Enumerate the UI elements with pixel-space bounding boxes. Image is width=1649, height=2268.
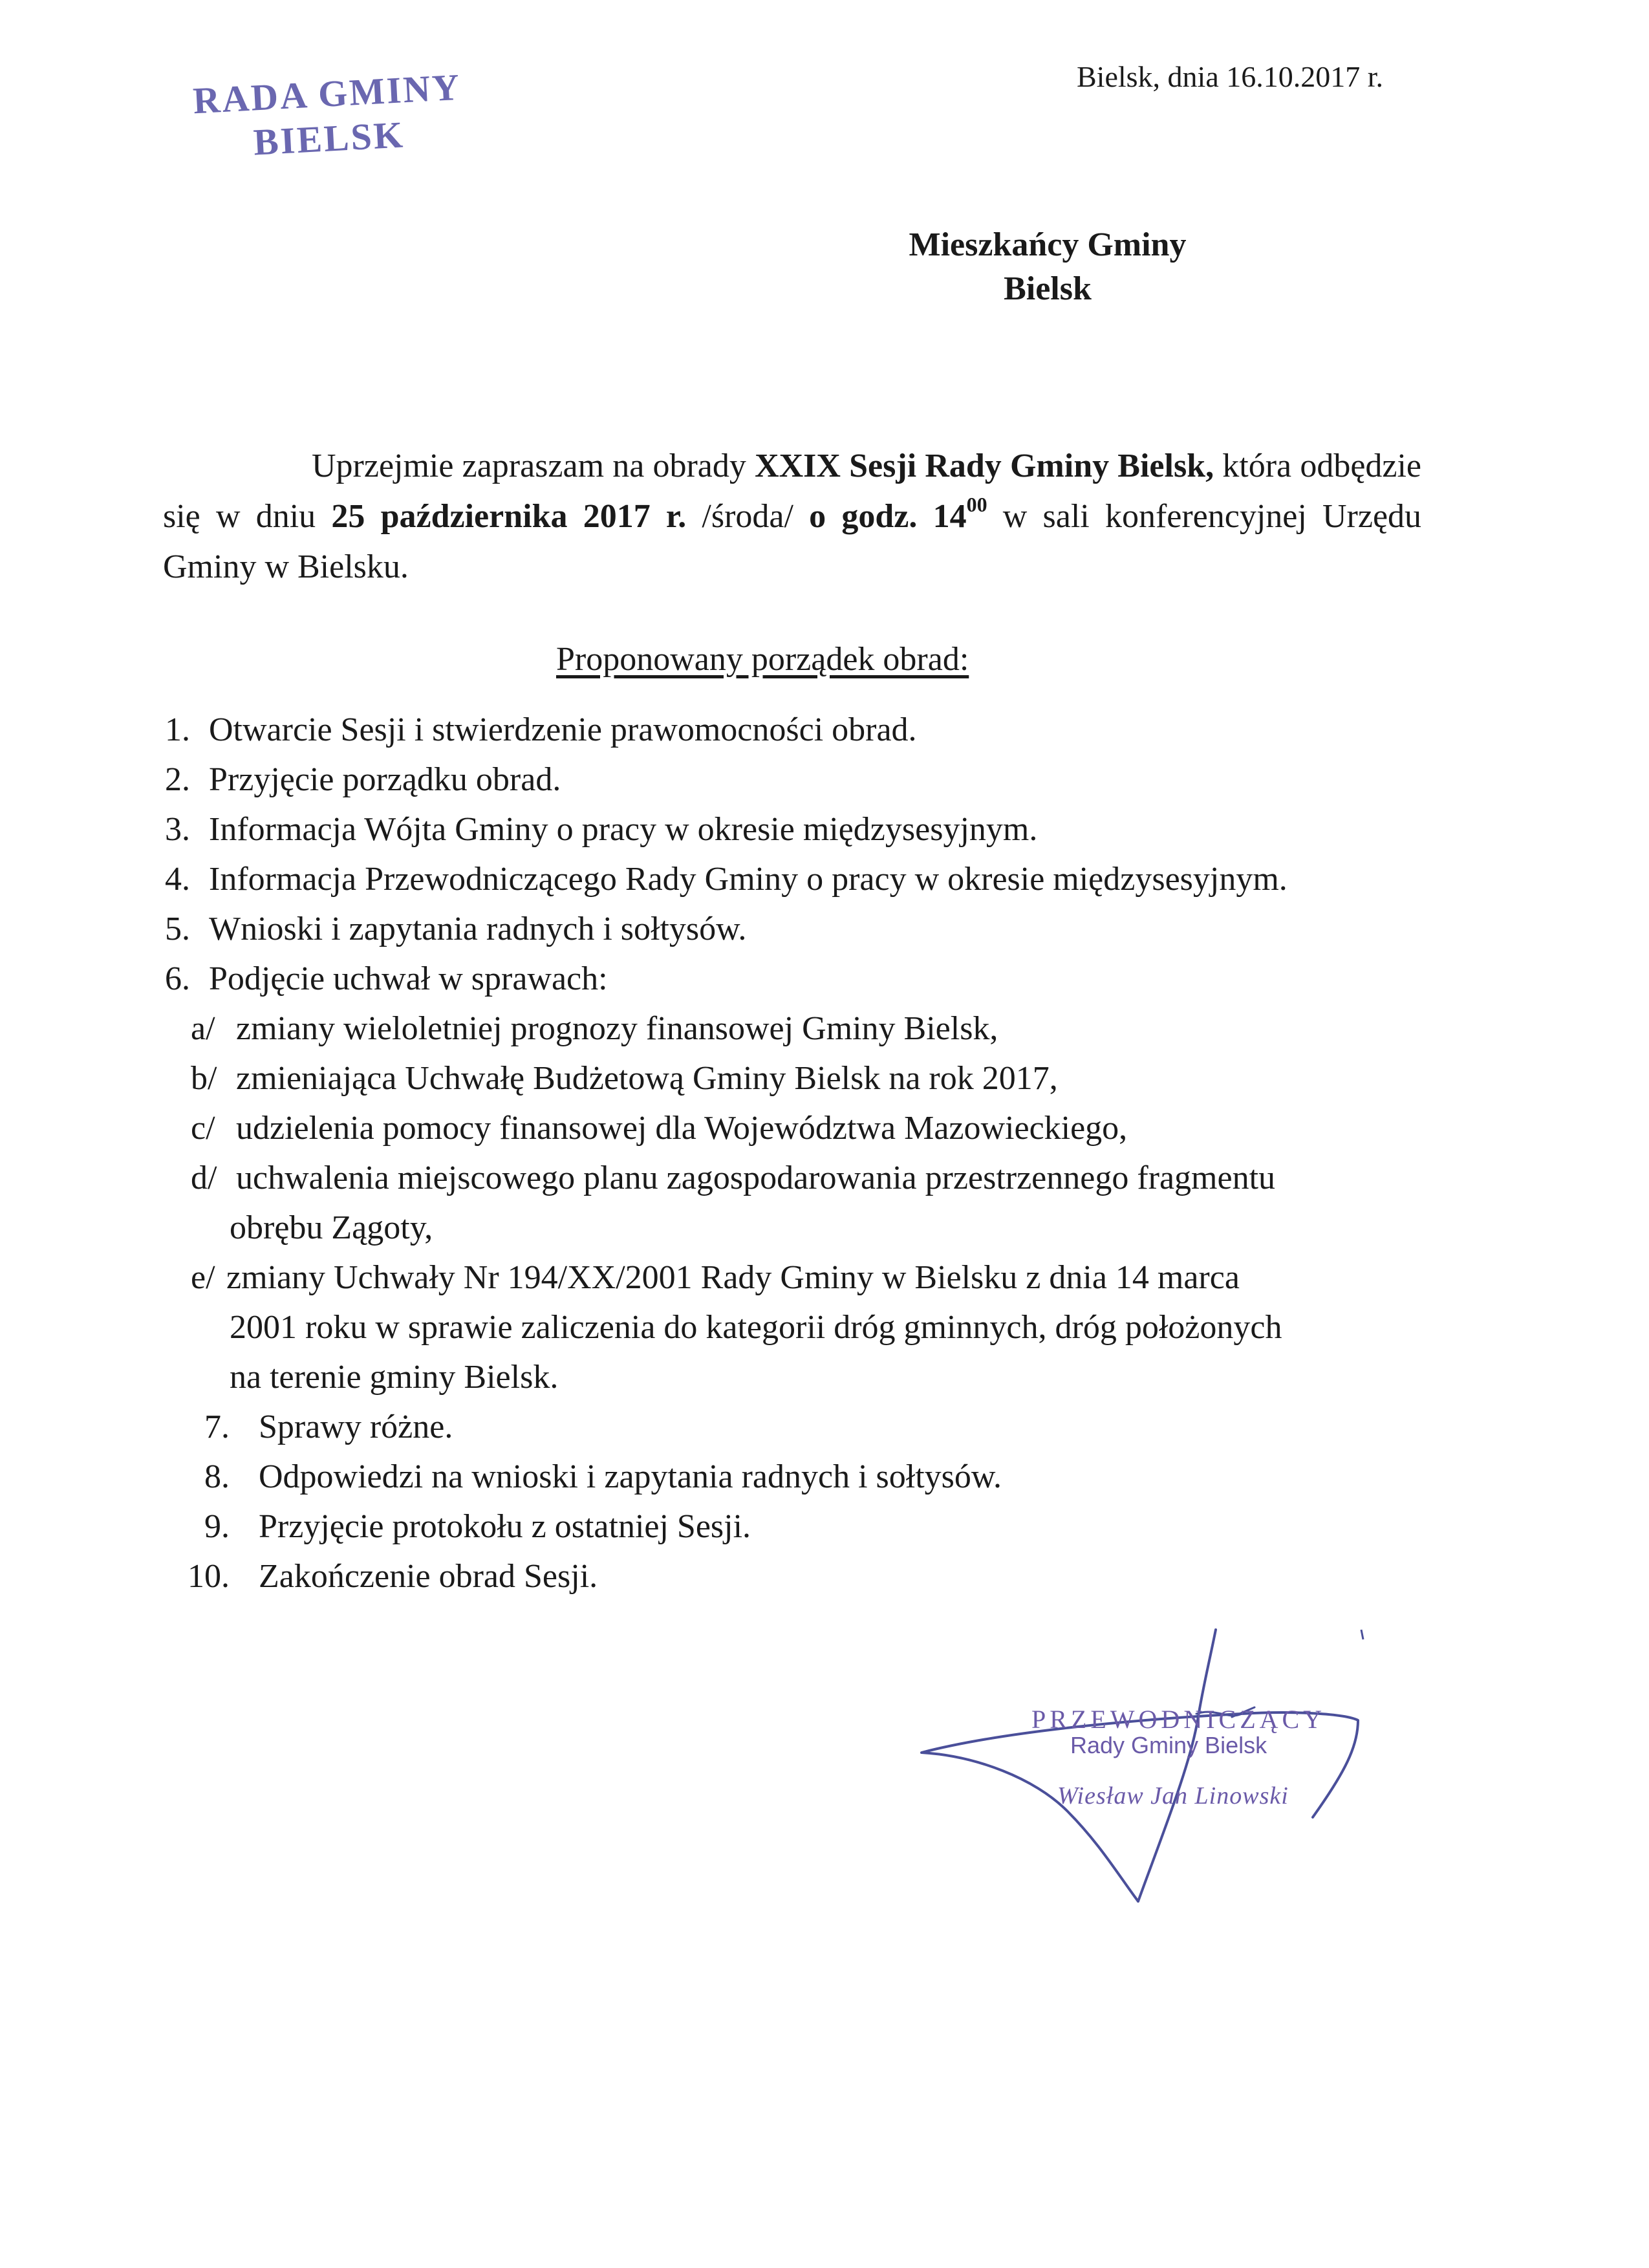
agenda-subitem-text: udzielenia pomocy finansowej dla Województwa Mazowieckiego, [236, 1110, 1128, 1147]
chairman-stamp-title: PRZEWODNICZĄCY [1031, 1705, 1326, 1734]
chairman-stamp-name: Wiesław Jan Linowski [1057, 1782, 1289, 1809]
agenda-subitem-letter: a/ [191, 1010, 215, 1047]
invitation-text-2: która odbędzie się w dniu [163, 448, 1422, 535]
place-date: Bielsk, dnia 16.10.2017 r. [1077, 60, 1384, 93]
addressee [776, 223, 1319, 311]
agenda-item-number: 5. [165, 911, 190, 947]
agenda-item [158, 954, 1426, 1004]
invitation-text-3: /środa/ [686, 498, 810, 535]
agenda-item-number: 8. [204, 1458, 230, 1495]
agenda-subitem [158, 1153, 1426, 1203]
agenda-list [158, 705, 1426, 1601]
stamp-line-2: BIELSK [252, 113, 406, 164]
agenda-item [158, 1551, 1426, 1601]
addressee-line-2: Bielsk [1004, 270, 1092, 307]
agenda-subitem-letter: c/ [191, 1110, 215, 1147]
agenda-item [158, 1452, 1426, 1502]
session-name: XXIX Sesji Rady Gminy Bielsk, [755, 448, 1214, 484]
agenda-subitem-continuation: 2001 roku w sprawie zaliczenia do kategorii dróg gminnych, dróg położonych [230, 1309, 1282, 1346]
agenda-subitem-continuation: obrębu Zągoty, [230, 1209, 433, 1246]
session-time-minutes: 00 [966, 493, 987, 516]
agenda-subitem-letter: b/ [191, 1060, 217, 1097]
agenda-item-number: 1. [165, 711, 190, 748]
agenda-subitem-text: zmiany wieloletniej prognozy finansowej Gminy Bielsk, [236, 1010, 998, 1047]
agenda-item [158, 1402, 1426, 1452]
agenda-subitem-text: zmieniająca Uchwałę Budżetową Gminy Bielsk na rok 2017, [236, 1060, 1058, 1097]
signature-block [905, 1617, 1397, 1927]
agenda-item-text: Otwarcie Sesji i stwierdzenie prawomocności obrad. [209, 711, 917, 748]
agenda-item-text: Odpowiedzi na wnioski i zapytania radnych i sołtysów. [259, 1458, 1002, 1495]
agenda-item [158, 854, 1426, 904]
agenda-item-text: Zakończenie obrad Sesji. [259, 1558, 598, 1595]
agenda-title: Proponowany porządek obrad: [556, 641, 969, 678]
agenda-item-number: 3. [165, 811, 190, 848]
agenda-subitem-letter: d/ [191, 1160, 217, 1196]
stamp-line-1: RADA GMINY [191, 65, 462, 122]
agenda-item-number: 4. [165, 861, 190, 898]
agenda-item-number: 7. [204, 1409, 230, 1445]
agenda-item-number: 9. [204, 1508, 230, 1545]
agenda-subitem [158, 1103, 1426, 1153]
agenda-item [158, 1502, 1426, 1551]
agenda-item [158, 755, 1426, 805]
agenda-item-number: 10. [188, 1558, 230, 1595]
agenda-item [158, 904, 1426, 954]
handwritten-signature-icon [905, 1617, 1397, 1927]
session-time: o godz. 14 [809, 498, 967, 535]
agenda-subitem [158, 1004, 1426, 1053]
agenda-item [158, 805, 1426, 854]
agenda-item-text: Informacja Przewodniczącego Rady Gminy o pracy w okresie międzysesyjnym. [209, 861, 1288, 898]
agenda-subitem [158, 1253, 1426, 1302]
addressee-line-1: Mieszkańcy Gminy [909, 226, 1187, 263]
invitation-paragraph [163, 441, 1421, 592]
agenda-subitem [158, 1053, 1426, 1103]
agenda-item-text: Przyjęcie porządku obrad. [209, 761, 561, 798]
invitation-text-4: w sali konferencyjnej Urzędu Gminy w Bielsku. [163, 498, 1422, 585]
agenda-item-number: 2. [165, 761, 190, 798]
agenda-item-text: Informacja Wójta Gminy o pracy w okresie międzysesyjnym. [209, 811, 1038, 848]
agenda-item-number: 6. [165, 960, 190, 997]
agenda-item-text: Podjęcie uchwał w sprawach: [209, 960, 608, 997]
invitation-text-1: Uprzejmie zapraszam na obrady [312, 448, 755, 484]
council-stamp [192, 63, 500, 167]
agenda-subitem-text: zmiany Uchwały Nr 194/XX/2001 Rady Gminy w Bielsku z dnia 14 marca [226, 1259, 1240, 1296]
agenda-subitem-letter: e/ [191, 1259, 215, 1296]
agenda-subitem-text: uchwalenia miejscowego planu zagospodarowania przestrzennego fragmentu [236, 1160, 1276, 1196]
agenda-item-text: Przyjęcie protokołu z ostatniej Sesji. [259, 1508, 751, 1545]
session-date: 25 października 2017 r. [331, 498, 687, 535]
agenda-item [158, 705, 1426, 755]
agenda-item-text: Wnioski i zapytania radnych i sołtysów. [209, 911, 747, 947]
agenda-subitem-continuation: na terenie gminy Bielsk. [230, 1359, 559, 1396]
agenda-item-text: Sprawy różne. [259, 1409, 453, 1445]
chairman-stamp-org: Rady Gminy Bielsk [1070, 1732, 1267, 1758]
